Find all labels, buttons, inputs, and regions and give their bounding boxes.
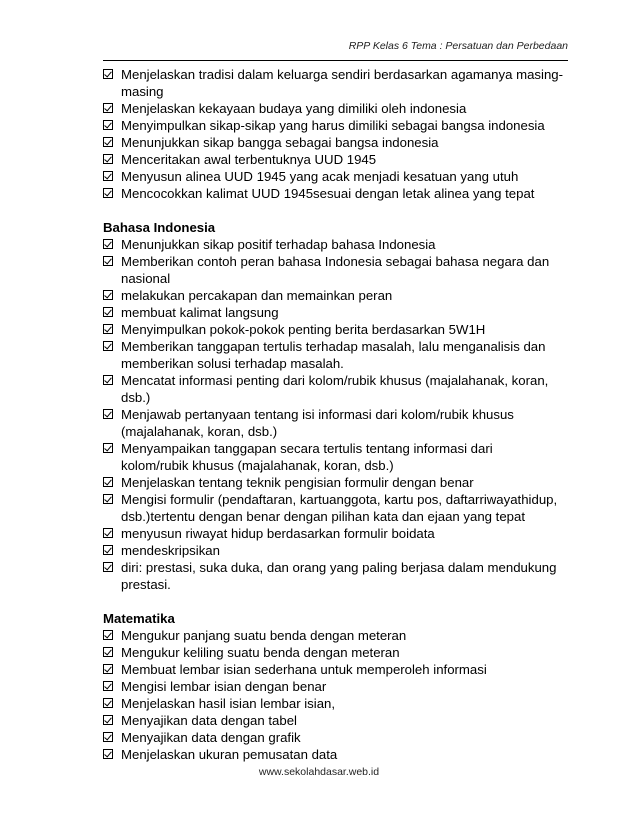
checklist-item-text: Membuat lembar isian sederhana untuk memperoleh informasi [121,662,487,677]
checklist-item-text: Menjelaskan hasil isian lembar isian, [121,696,336,711]
intro-checklist [103,66,563,202]
checklist-item [103,304,563,321]
checkbox-checked-icon [103,324,113,334]
checkbox-checked-icon [103,477,113,487]
checkbox-checked-icon [103,120,113,130]
document-content [103,66,563,763]
checkbox-checked-icon [103,562,113,572]
checkbox-checked-icon [103,188,113,198]
checklist-item-text: Mengisi lembar isian dengan benar [121,679,327,694]
checklist-item [103,406,563,440]
checklist-item [103,253,563,287]
checklist-item-text: Menunjukkan sikap positif terhadap bahasa Indonesia [121,237,436,252]
page-header: RPP Kelas 6 Tema : Persatuan dan Perbedaan [348,40,568,52]
checklist-item-text: Memberikan contoh peran bahasa Indonesia sebagai bahasa negara dan nasional [121,254,550,286]
checklist-item-text: Menjelaskan tentang teknik pengisian formulir dengan benar [121,475,474,490]
checklist-item [103,117,563,134]
checklist-item [103,66,563,100]
checklist-item [103,746,563,763]
checklist-item [103,644,563,661]
checklist-item [103,372,563,406]
checklist-item-text: melakukan percakapan dan memainkan peran [121,288,393,303]
checklist-item [103,712,563,729]
checklist-item [103,695,563,712]
checklist-item-text: Menjelaskan ukuran pemusatan data [121,747,338,762]
checklist-item [103,338,563,372]
checkbox-checked-icon [103,545,113,555]
checklist-item-text: Mencocokkan kalimat UUD 1945sesuai dengan letak alinea yang tepat [121,186,535,201]
checklist-item-text: Menjelaskan tradisi dalam keluarga sendiri berdasarkan agamanya masing-masing [121,67,564,99]
checklist-item [103,134,563,151]
checklist-item [103,185,563,202]
checklist-item [103,627,563,644]
checkbox-checked-icon [103,715,113,725]
section-bahasa-indonesia [103,219,563,593]
checklist-item-text: Menjawab pertanyaan tentang isi informasi dari kolom/rubik khusus (majalahanak, koran, dsb.) [121,407,514,439]
matematika-checklist [103,627,563,763]
section-matematika [103,610,563,763]
checklist-item-text: Mengukur panjang suatu benda dengan meteran [121,628,407,643]
checklist-item [103,100,563,117]
checkbox-checked-icon [103,664,113,674]
header-rule [103,60,568,61]
page-footer-url: www.sekolahdasar.web.id [258,766,380,778]
checklist-item [103,321,563,338]
section-title: Matematika [103,611,175,626]
checklist-item-text: menyusun riwayat hidup berdasarkan formulir boidata [121,526,435,541]
checklist-item-text: Menyimpulkan sikap-sikap yang harus dimiliki sebagai bangsa indonesia [121,118,545,133]
checklist-item [103,474,563,491]
checklist-item-text: diri: prestasi, suka duka, dan orang yang paling berjasa dalam mendukung prestasi. [121,560,557,592]
checklist-item [103,525,563,542]
checklist-item [103,491,563,525]
checklist-item [103,151,563,168]
checkbox-checked-icon [103,732,113,742]
checklist-item-text: Menyusun alinea UUD 1945 yang acak menjadi kesatuan yang utuh [121,169,519,184]
checklist-item-text: Menyajikan data dengan grafik [121,730,301,745]
bahasa-indonesia-checklist [103,236,563,593]
checklist-item-text: Mengisi formulir (pendaftaran, kartuanggota, kartu pos, daftarriwayathidup, dsb.)tertentu dengan benar dengan pilihan kata dan ejaan yang tepat [121,492,558,524]
checkbox-checked-icon [103,749,113,759]
checklist-item-text: Menyimpulkan pokok-pokok penting berita berdasarkan 5W1H [121,322,486,337]
checkbox-checked-icon [103,341,113,351]
checkbox-checked-icon [103,698,113,708]
checklist-item-text: Memberikan tanggapan tertulis terhadap masalah, lalu menganalisis dan memberikan solusi terhadap masalah. [121,339,546,371]
checklist-item-text: Menyajikan data dengan tabel [121,713,297,728]
section-title: Bahasa Indonesia [103,220,216,235]
checklist-item [103,287,563,304]
checkbox-checked-icon [103,239,113,249]
checklist-item [103,168,563,185]
checkbox-checked-icon [103,630,113,640]
checklist-item-text: Menjelaskan kekayaan budaya yang dimiliki oleh indonesia [121,101,467,116]
checkbox-checked-icon [103,307,113,317]
checklist-item [103,440,563,474]
checklist-item [103,236,563,253]
checklist-item-text: Menyampaikan tanggapan secara tertulis tentang informasi dari kolom/rubik khusus (majalahanak, koran, dsb.) [121,441,493,473]
checklist-item-text: mendeskripsikan [121,543,220,558]
checkbox-checked-icon [103,494,113,504]
checkbox-checked-icon [103,409,113,419]
checkbox-checked-icon [103,103,113,113]
checklist-item-text: Menceritakan awal terbentuknya UUD 1945 [121,152,377,167]
checklist-item [103,661,563,678]
checkbox-checked-icon [103,528,113,538]
checkbox-checked-icon [103,647,113,657]
checklist-item [103,559,563,593]
checklist-item [103,729,563,746]
checkbox-checked-icon [103,375,113,385]
checkbox-checked-icon [103,137,113,147]
checkbox-checked-icon [103,681,113,691]
checkbox-checked-icon [103,171,113,181]
checklist-item-text: membuat kalimat langsung [121,305,279,320]
checklist-item-text: Mencatat informasi penting dari kolom/rubik khusus (majalahanak, koran, dsb.) [121,373,549,405]
checkbox-checked-icon [103,443,113,453]
checkbox-checked-icon [103,256,113,266]
checklist-item [103,542,563,559]
checkbox-checked-icon [103,290,113,300]
checklist-item-text: Menunjukkan sikap bangga sebagai bangsa indonesia [121,135,439,150]
checklist-item-text: Mengukur keliling suatu benda dengan meteran [121,645,400,660]
checkbox-checked-icon [103,154,113,164]
checklist-item [103,678,563,695]
checkbox-checked-icon [103,69,113,79]
